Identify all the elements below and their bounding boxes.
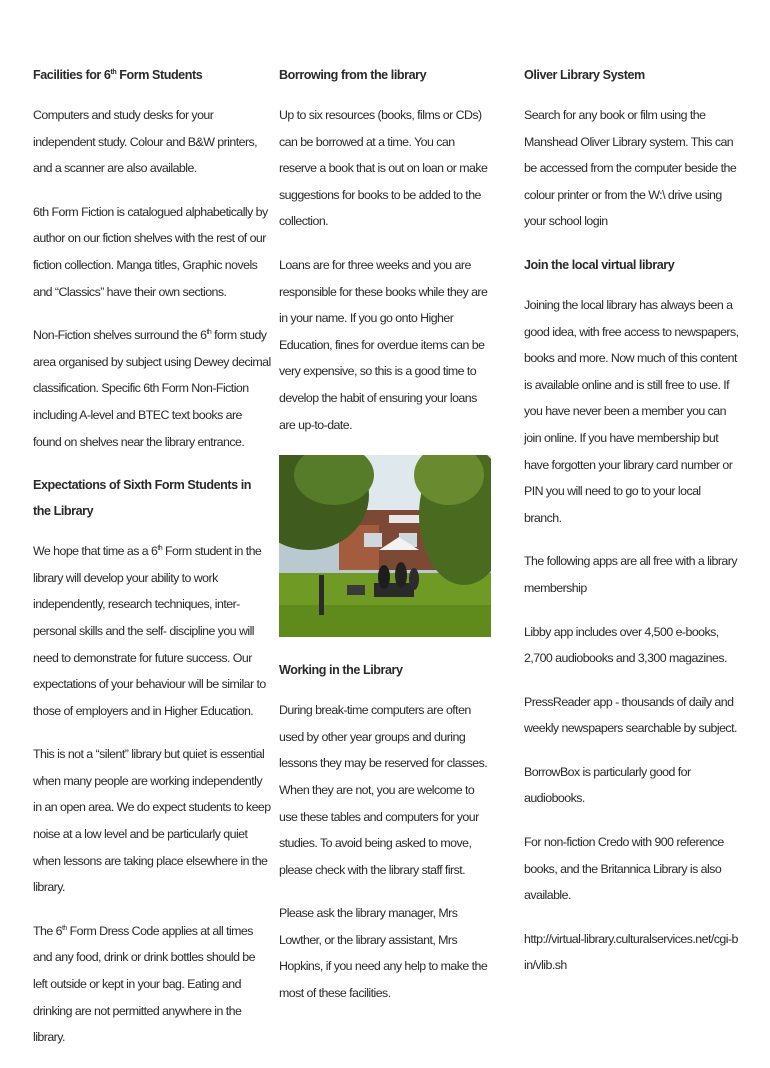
library-photo bbox=[279, 455, 491, 637]
column-borrowing bbox=[279, 62, 494, 1024]
paragraph-text: form study area organised by subject using Dewey decimal classification. Specific 6th Form Non-Fiction including A-level and BTEC text books are found on shelves near the library entrance. bbox=[33, 328, 271, 449]
paragraph-loans: Loans are for three weeks and you are responsible for these books while they are in your name. If you go onto Higher Education, fines for overdue items can be very expensive, so this is a good time to develop the habit of ensuring your loans are up-to-date. bbox=[279, 257, 488, 432]
heading-borrowing: Borrowing from the library bbox=[279, 68, 427, 82]
paragraph-not-silent: This is not a “silent” library but quiet is essential when many people are working independently in an open area. We do expect students to keep noise at a low level and be particularly quiet when lessons are taking place elsewhere in the library. bbox=[33, 747, 271, 895]
heading-facilities bbox=[33, 62, 271, 88]
superscript: th bbox=[110, 68, 117, 76]
paragraph-text: The 6 bbox=[33, 923, 62, 938]
paragraph-text: Form Dress Code applies at all times and any food, drink or drink bottles should be left outside or kept in your bag. Eating and drinking are not permitted anywhere in the library. bbox=[33, 923, 255, 1045]
heading-oliver: Oliver Library System bbox=[524, 68, 645, 82]
paragraph-search: Search for any book or film using the Manshead Oliver Library system. This can be accessed from the computer beside the colour printer or from the W:\ drive using your school login bbox=[524, 108, 737, 229]
superscript: th bbox=[206, 329, 212, 337]
heading-working: Working in the Library bbox=[279, 663, 403, 678]
paragraph-break-time: During break-time computers are often used by other year groups and during lessons they may be reserved for classes. When they are not, you are welcome to use these tables and computers for your studies. To avoid being asked to move, please check with the library staff first. bbox=[279, 703, 488, 877]
paragraph-text: We hope that time as a 6 bbox=[33, 544, 158, 559]
heading-expectations: Expectations of Sixth Form Students in the Library bbox=[33, 478, 252, 519]
paragraph-text: Non-Fiction shelves surround the 6 bbox=[33, 328, 207, 343]
paragraph-borrowbox: BorrowBox is particularly good for audiobooks. bbox=[524, 764, 691, 806]
paragraph-text: Form student in the library will develop your ability to work independently, research techniques, inter-personal skills and the self- discipline you will need to demonstrate for future success. Our expectations of your behaviour will be similar to those of employers and in Higher Education. bbox=[33, 544, 266, 718]
heading-text: Facilities for 6 bbox=[33, 68, 111, 82]
paragraph-libby: Libby app includes over 4,500 e-books, 2,700 audiobooks and 3,300 magazines. bbox=[524, 624, 727, 666]
paragraph-fiction: 6th Form Fiction is catalogued alphabetically by author on our fiction shelves with the rest of our fiction collection. Manga titles, Graphic novels and “Classics” have their own sections. bbox=[33, 204, 268, 299]
virtual-library-url[interactable]: http://virtual-library.culturalservices.net/cgi-bin/vlib.sh bbox=[524, 931, 738, 973]
column-facilities bbox=[33, 62, 271, 1068]
paragraph-credo: For non-fiction Credo with 900 reference books, and the Britannica Library is also available. bbox=[524, 835, 724, 903]
paragraph-joining: Joining the local library has always been a good idea, with free access to newspapers, books and more. Now much of this content is available online and is still free to use. If you have never been a member you can join online. If you have membership but have forgotten your library card number or PIN you will need to go to your local branch. bbox=[524, 297, 739, 525]
heading-virtual: Join the local virtual library bbox=[524, 257, 675, 272]
paragraph-ask-staff: Please ask the library manager, Mrs Lowther, or the library assistant, Mrs Hopkins, if you need any help to make the most of these facilities. bbox=[279, 906, 488, 1001]
paragraph-apps: The following apps are all free with a library membership bbox=[524, 554, 737, 595]
superscript: th bbox=[61, 924, 67, 932]
heading-text: Form Students bbox=[116, 68, 203, 82]
paragraph-pressreader: PressReader app - thousands of daily and weekly newspapers searchable by subject. bbox=[524, 694, 737, 736]
paragraph-nonfiction bbox=[33, 322, 271, 455]
paragraph-six-resources: Up to six resources (books, films or CDs) can be borrowed at a time. You can reserve a book that is out on loan or make suggestions for books to be added to the collection. bbox=[279, 108, 488, 229]
superscript: th bbox=[157, 545, 163, 552]
column-oliver bbox=[524, 62, 739, 996]
paragraph-dress-code bbox=[33, 918, 271, 1051]
library-courtyard-image bbox=[279, 455, 491, 637]
paragraph-hope bbox=[33, 538, 271, 724]
paragraph-computers: Computers and study desks for your independent study. Colour and B&W printers, and a scanner are also available. bbox=[33, 108, 258, 176]
